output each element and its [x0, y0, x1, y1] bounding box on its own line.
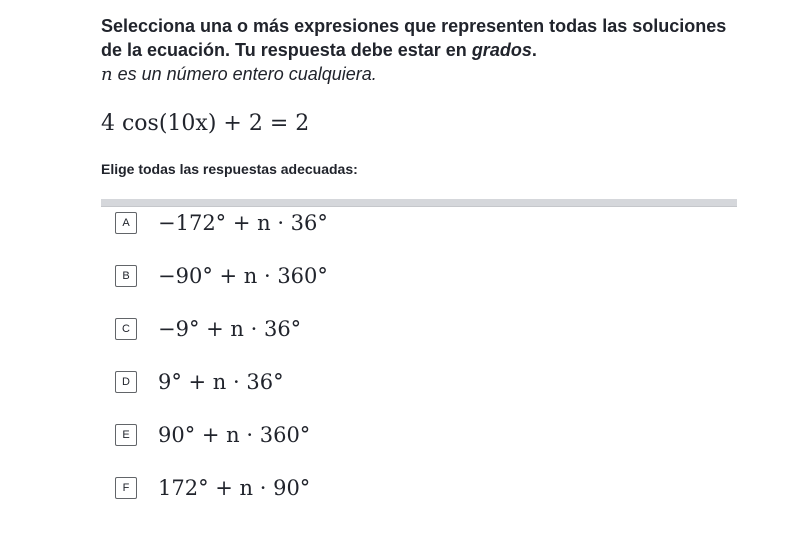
- choice-letter-c[interactable]: C: [115, 318, 137, 340]
- equation: 4 cos(10x) + 2 = 2: [101, 111, 310, 136]
- note-variable: n: [101, 64, 113, 85]
- choice-letter-e[interactable]: E: [115, 424, 137, 446]
- question-text: [101, 14, 737, 62]
- choice-letter-b[interactable]: B: [115, 265, 137, 287]
- choice-expression-c[interactable]: −9° + n · 36°: [158, 317, 302, 341]
- choice-expression-b[interactable]: −90° + n · 360°: [158, 264, 328, 288]
- choice-d[interactable]: [115, 367, 284, 397]
- choice-letter-d[interactable]: D: [115, 371, 137, 393]
- question-line-1: Selecciona una o más expresiones que representen todas las soluciones: [101, 16, 727, 36]
- answer-prompt: Elige todas las respuestas adecuadas:: [101, 161, 358, 177]
- integer-note: [101, 62, 737, 87]
- choice-expression-e[interactable]: 90° + n · 360°: [158, 423, 311, 447]
- choice-letter-f[interactable]: F: [115, 477, 137, 499]
- choice-expression-f[interactable]: 172° + n · 90°: [158, 476, 311, 500]
- choice-c[interactable]: [115, 314, 301, 344]
- choice-expression-a[interactable]: −172° + n · 36°: [158, 211, 328, 235]
- note-text: es un número entero cualquiera.: [112, 64, 377, 84]
- question-area: [101, 14, 737, 500]
- choice-e[interactable]: [115, 420, 310, 450]
- choice-expression-d[interactable]: 9° + n · 36°: [158, 370, 284, 394]
- question-emphasis: grados: [471, 40, 532, 60]
- question-line-2-prefix: de la ecuación. Tu respuesta debe estar en: [101, 40, 472, 60]
- choice-f[interactable]: [115, 473, 310, 503]
- choice-a[interactable]: [115, 208, 328, 238]
- choice-b[interactable]: [115, 261, 328, 291]
- question-line-2-suffix: .: [531, 40, 537, 60]
- divider: [101, 199, 737, 207]
- choice-letter-a[interactable]: A: [115, 212, 137, 234]
